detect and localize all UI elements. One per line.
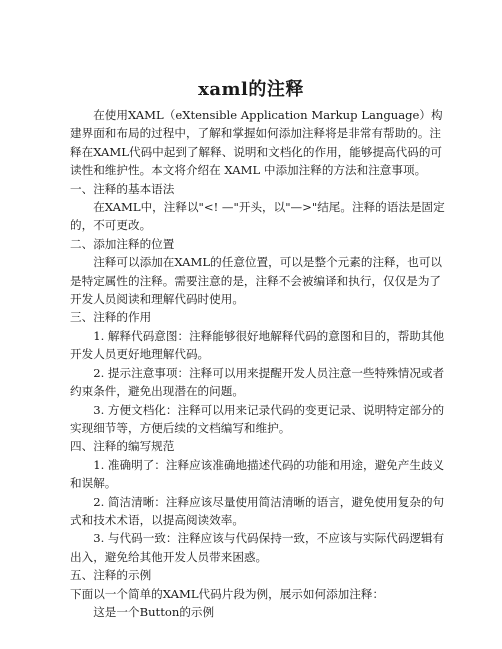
section-1-heading: 一、注释的基本语法 bbox=[70, 181, 175, 196]
section-2-text: 注释可以添加在XAML的任意位置，可以是整个元素的注释，也可以是特定属性的注释。需要注意的是，注释不会被编译和执行，仅仅是为了开发人员阅读和理解代码时使用。 bbox=[70, 255, 443, 307]
section-4-item-2: 2. 简洁清晰：注释应该尽量使用简洁清晰的语言，避免使用复杂的句式和技术术语，以提高阅读效率。 bbox=[70, 494, 445, 527]
section-3-heading: 三、注释的作用 bbox=[70, 310, 152, 325]
section-2-heading: 二、添加注释的位置 bbox=[70, 236, 175, 251]
document-body bbox=[70, 106, 450, 621]
section-1-text: 在XAML中，注释以"<! —"开头，以"—>"结尾。注释的语法是固定的，不可更改。 bbox=[70, 200, 445, 233]
section-3-item-3: 3. 方便文档化：注释可以用来记录代码的变更记录、说明特定部分的实现细节等，方便后续的文档编写和维护。 bbox=[70, 402, 445, 435]
section-5-text: 下面以一个简单的XAML代码片段为例，展示如何添加注释： bbox=[70, 586, 385, 601]
intro-paragraph: 在使用XAML（eXtensible Application Markup Language）构建界面和布局的过程中，了解和掌握如何添加注释将是非常有帮助的。注释在XAML代码中起到了解释、说明和文档化的作用，能够提高代码的可读性和维护性。本文将介绍在 XAML 中添加注释的方法和注意事项。 bbox=[70, 108, 443, 178]
section-4-item-3: 3. 与代码一致：注释应该与代码保持一致，不应该与实际代码逻辑有出入，避免给其他开发人员带来困惑。 bbox=[70, 531, 445, 564]
section-3-item-2: 2. 提示注意事项：注释可以用来提醒开发人员注意一些特殊情况或者约束条件，避免出现潜在的问题。 bbox=[70, 365, 445, 399]
section-3-item-1: 1. 解释代码意图：注释能够很好地解释代码的意图和目的，帮助其他开发人员更好地理解代码。 bbox=[70, 328, 445, 362]
section-4-heading: 四、注释的编写规范 bbox=[70, 439, 175, 454]
document-title: xaml的注释 bbox=[198, 79, 304, 100]
section-5-heading: 五、注释的示例 bbox=[70, 568, 152, 583]
section-5-example: 这是一个Button的示例 bbox=[93, 604, 215, 619]
section-4-item-1: 1. 准确明了：注释应该准确地描述代码的功能和用途，避免产生歧义和误解。 bbox=[70, 457, 445, 491]
